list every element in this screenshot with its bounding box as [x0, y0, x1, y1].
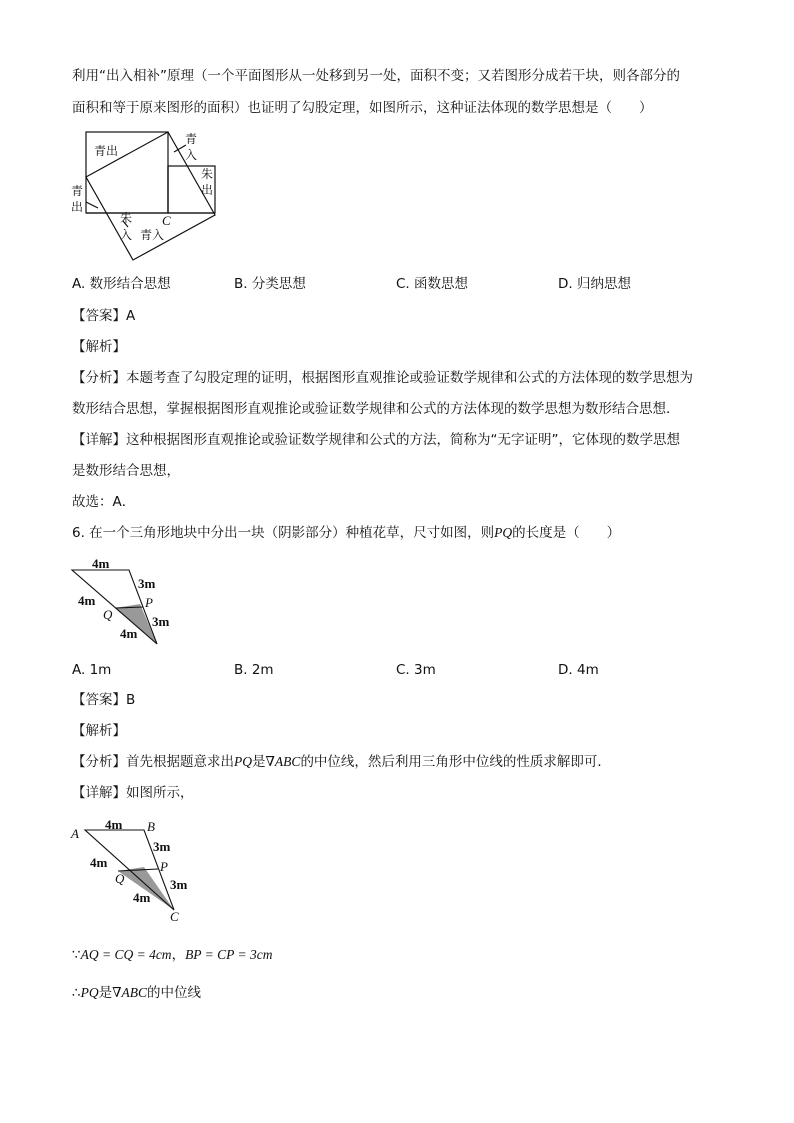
q6-label-aq: 4m	[78, 593, 96, 608]
q6-fig2-bp: 3m	[153, 839, 171, 854]
q5-stem-line2: 面积和等于原来图形的面积）也证明了勾股定理，如图所示，这种证法体现的数学思想是（ ）	[72, 100, 653, 116]
q5-answer: 【答案】A	[72, 308, 136, 324]
q5-analysis-heading: 【解析】	[72, 339, 126, 355]
q6-analysis-heading: 【解析】	[72, 723, 126, 739]
q5-option-b[interactable]: B. 分类思想	[234, 276, 306, 292]
q6-fig2-b: B	[147, 819, 155, 834]
q5-conclusion: 故选：A．	[72, 494, 136, 510]
label-qingchu-top: 青出	[94, 144, 119, 158]
q6-fig2-qc: 4m	[133, 890, 151, 905]
q6-fig2-c: C	[170, 909, 179, 924]
label-chu-left: 出	[71, 200, 84, 214]
q6-because-line	[72, 945, 273, 965]
q6-eq2: BP = CP = 3cm	[185, 947, 273, 962]
q5-option-d[interactable]: D. 归纳思想	[558, 276, 631, 292]
label-chu-right: 出	[201, 183, 214, 197]
label-qing-right: 青	[185, 132, 198, 146]
q5-fenxi-line2: 数形结合思想，掌握根据图形直观推论或验证数学规律和公式的方法体现的数学思想为数形结合思想．	[72, 401, 680, 417]
q6-answer: 【答案】B	[72, 692, 136, 708]
q6-option-c[interactable]: C. 3m	[396, 662, 436, 678]
q6-stem	[72, 523, 620, 543]
label-zhu-right: 朱	[201, 167, 214, 181]
label-ru-bottom: 入	[120, 228, 133, 242]
q5-xiangjie-line2: 是数形结合思想，	[72, 463, 180, 479]
q6-figure	[68, 556, 188, 648]
q6-concl-pq: PQ	[80, 985, 99, 1000]
q6-option-d[interactable]: D. 4m	[558, 662, 599, 678]
q6-eq1: AQ = CQ = 4cm	[80, 947, 172, 962]
q6-fig2-q: Q	[115, 871, 125, 886]
therefore-symbol: ∴	[72, 985, 81, 1001]
q6-fig2-ab: 4m	[105, 817, 123, 832]
q6-xiangjie: 【详解】如图所示，	[72, 785, 194, 801]
q5-option-c[interactable]: C. 函数思想	[396, 276, 469, 292]
q5-stem-line1: 利用“出入相补”原理（一个平面图形从一处移到另一处，面积不变；又若图形分成若干块，则各部分的	[72, 68, 680, 84]
q6-label-qc: 4m	[120, 626, 138, 641]
label-qingru-bottom: 青入	[140, 228, 165, 242]
q6-fenxi-a: 【分析】首先根据题意求出	[72, 754, 234, 770]
label-qing-left: 青	[71, 184, 84, 198]
q6-stem-b: 的长度是（ ）	[512, 525, 621, 541]
label-c: C	[162, 213, 171, 228]
q6-label-bp: 3m	[138, 576, 156, 591]
q6-stem-pq: PQ	[494, 525, 513, 540]
q6-option-a[interactable]: A. 1m	[72, 662, 112, 678]
label-zhu-bottom: 朱	[120, 211, 133, 225]
q6-label-ab: 4m	[92, 556, 110, 571]
q6-label-pc: 3m	[152, 614, 170, 629]
because-symbol: ∵	[72, 947, 81, 963]
q6-comma: ，	[171, 947, 186, 963]
q5-xiangjie-line1: 【详解】这种根据图形直观推论或验证数学规律和公式的方法，简称为“无字证明”，它体现的数学思想	[72, 432, 680, 448]
q6-fig2-p: P	[160, 859, 168, 874]
q6-fig2-a: A	[71, 826, 79, 841]
q6-fenxi-b: 是	[252, 754, 266, 770]
q6-fenxi-abc: ∇ABC	[265, 754, 301, 769]
q6-fig2-aq: 4m	[90, 855, 108, 870]
q5-figure	[68, 126, 228, 264]
q6-option-b[interactable]: B. 2m	[234, 662, 274, 678]
q6-fig2-pc: 3m	[170, 877, 188, 892]
q5-option-a[interactable]: A. 数形结合思想	[72, 276, 171, 292]
q6-concl-abc: ∇ABC	[112, 985, 148, 1000]
q6-fenxi	[72, 752, 611, 772]
q6-therefore-line	[72, 983, 201, 1003]
q6-label-p: P	[145, 595, 153, 610]
q6-stem-a: 6. 在一个三角形地块中分出一块（阴影部分）种植花草，尺寸如图，则	[72, 525, 495, 541]
q6-label-q: Q	[103, 607, 113, 622]
q6-fenxi-c: 的中位线，然后利用三角形中位线的性质求解即可．	[300, 754, 611, 770]
q6-fenxi-pq: PQ	[234, 754, 252, 769]
q6-figure-2	[68, 814, 198, 926]
label-ru-right: 入	[185, 148, 198, 162]
q6-concl-a: 是	[98, 985, 113, 1001]
q6-concl-b: 的中位线	[147, 985, 202, 1001]
q5-fenxi-line1: 【分析】本题考查了勾股定理的证明，根据图形直观推论或验证数学规律和公式的方法体现的数学思想为	[72, 370, 693, 386]
